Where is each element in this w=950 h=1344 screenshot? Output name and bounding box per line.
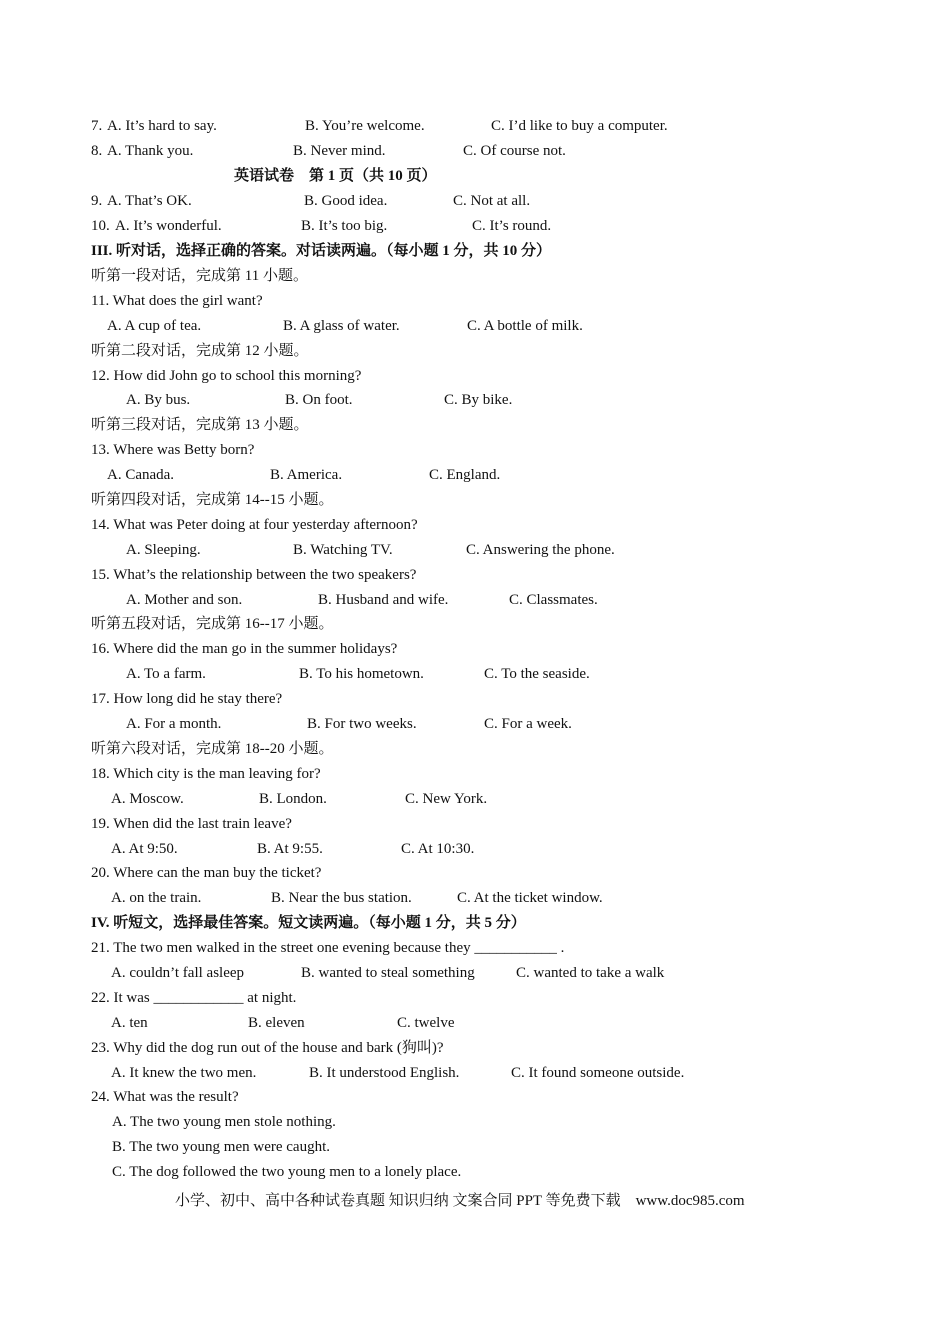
q7-number: 7. (91, 118, 103, 134)
q8-option-a: A. Thank you. (107, 143, 194, 159)
q7-option-c: C. I’d like to buy a computer. (491, 118, 668, 134)
q13-option-a: A. Canada. (107, 467, 175, 483)
q16-option-a: A. To a farm. (126, 666, 206, 682)
q24-option-a: A. The two young men stole nothing. (112, 1114, 336, 1130)
q13-option-b: B. America. (270, 467, 343, 483)
q24-question: 24. What was the result? (91, 1089, 239, 1105)
section-4-title: IV. 听短文，选择最佳答案。短文读两遍。（每小题 1 分，共 5 分） (91, 915, 526, 931)
q12-option-c: C. By bike. (444, 392, 513, 408)
q8-number: 8. (91, 143, 103, 159)
q22-option-c: C. twelve (397, 1015, 455, 1031)
q12-option-a: A. By bus. (126, 392, 191, 408)
q9-option-b: B. Good idea. (304, 193, 388, 209)
q23-question: 23. Why did the dog run out of the house and bark (狗叫)? (91, 1040, 444, 1056)
q11-option-c: C. A bottle of milk. (467, 318, 583, 334)
q22-option-a: A. ten (111, 1015, 148, 1031)
q24-option-b: B. The two young men were caught. (112, 1139, 331, 1155)
q16-question: 16. Where did the man go in the summer holidays? (91, 641, 398, 657)
q21-option-c: C. wanted to take a walk (516, 965, 665, 981)
q20-option-b: B. Near the bus station. (271, 890, 412, 906)
q15-option-c: C. Classmates. (509, 592, 598, 608)
q23-option-b: B. It understood English. (309, 1065, 460, 1081)
q20-question: 20. Where can the man buy the ticket? (91, 865, 322, 881)
q8-option-c: C. Of course not. (463, 143, 566, 159)
q10-option-a: A. It’s wonderful. (115, 218, 222, 234)
q7-option-b: B. You’re welcome. (305, 118, 425, 134)
q10-number: 10. (91, 218, 110, 234)
dialogue-4-instruction: 听第四段对话，完成第 14--15 小题。 (91, 492, 334, 508)
dialogue-6-instruction: 听第六段对话，完成第 18--20 小题。 (91, 741, 334, 757)
q15-option-b: B. Husband and wife. (318, 592, 449, 608)
q22-question: 22. It was ____________ at night. (91, 990, 297, 1006)
q24-option-c: C. The dog followed the two young men to a lonely place. (112, 1164, 462, 1180)
q10-option-c: C. It’s round. (472, 218, 552, 234)
q14-option-b: B. Watching TV. (293, 542, 393, 558)
dialogue-5-instruction: 听第五段对话，完成第 16--17 小题。 (91, 616, 334, 632)
q11-option-a: A. A cup of tea. (107, 318, 202, 334)
q14-option-c: C. Answering the phone. (466, 542, 615, 558)
page-footer: 小学、初中、高中各种试卷真题 知识归纳 文案合同 PPT 等免费下载 www.doc985.com (175, 1193, 745, 1209)
q17-option-c: C. For a week. (484, 716, 572, 732)
q8-option-b: B. Never mind. (293, 143, 386, 159)
q16-option-b: B. To his hometown. (299, 666, 424, 682)
dialogue-2-instruction: 听第二段对话，完成第 12 小题。 (91, 343, 309, 359)
q13-option-c: C. England. (429, 467, 501, 483)
q18-option-b: B. London. (259, 791, 327, 807)
q11-option-b: B. A glass of water. (283, 318, 400, 334)
q12-question: 12. How did John go to school this morning? (91, 368, 362, 384)
dialogue-3-instruction: 听第三段对话，完成第 13 小题。 (91, 417, 309, 433)
q15-question: 15. What’s the relationship between the two speakers? (91, 567, 417, 583)
q21-option-b: B. wanted to steal something (301, 965, 475, 981)
q21-option-a: A. couldn’t fall asleep (111, 965, 245, 981)
q23-option-a: A. It knew the two men. (111, 1065, 257, 1081)
q19-option-b: B. At 9:55. (257, 841, 323, 857)
q13-question: 13. Where was Betty born? (91, 442, 255, 458)
q23-option-c: C. It found someone outside. (511, 1065, 685, 1081)
q7-option-a: A. It’s hard to say. (107, 118, 217, 134)
q12-option-b: B. On foot. (285, 392, 353, 408)
q18-option-a: A. Moscow. (111, 791, 184, 807)
q15-option-a: A. Mother and son. (126, 592, 243, 608)
q19-option-a: A. At 9:50. (111, 841, 178, 857)
q17-option-b: B. For two weeks. (307, 716, 417, 732)
q21-question: 21. The two men walked in the street one evening because they ___________ . (91, 940, 565, 956)
q18-option-c: C. New York. (405, 791, 488, 807)
dialogue-1-instruction: 听第一段对话，完成第 11 小题。 (91, 268, 308, 284)
q16-option-c: C. To the seaside. (484, 666, 590, 682)
q17-option-a: A. For a month. (126, 716, 222, 732)
q18-question: 18. Which city is the man leaving for? (91, 766, 321, 782)
q9-option-a: A. That’s OK. (107, 193, 192, 209)
q14-question: 14. What was Peter doing at four yesterday afternoon? (91, 517, 418, 533)
q22-option-b: B. eleven (248, 1015, 305, 1031)
q20-option-c: C. At the ticket window. (457, 890, 603, 906)
q11-question: 11. What does the girl want? (91, 293, 263, 309)
section-3-title: III. 听对话，选择正确的答案。对话读两遍。（每小题 1 分，共 10 分） (91, 243, 552, 259)
q10-option-b: B. It’s too big. (301, 218, 388, 234)
q9-option-c: C. Not at all. (453, 193, 531, 209)
q17-question: 17. How long did he stay there? (91, 691, 283, 707)
q9-number: 9. (91, 193, 103, 209)
q20-option-a: A. on the train. (111, 890, 202, 906)
q19-option-c: C. At 10:30. (401, 841, 475, 857)
q19-question: 19. When did the last train leave? (91, 816, 292, 832)
page-header: 英语试卷 第 1 页（共 10 页） (234, 168, 437, 184)
q14-option-a: A. Sleeping. (126, 542, 201, 558)
